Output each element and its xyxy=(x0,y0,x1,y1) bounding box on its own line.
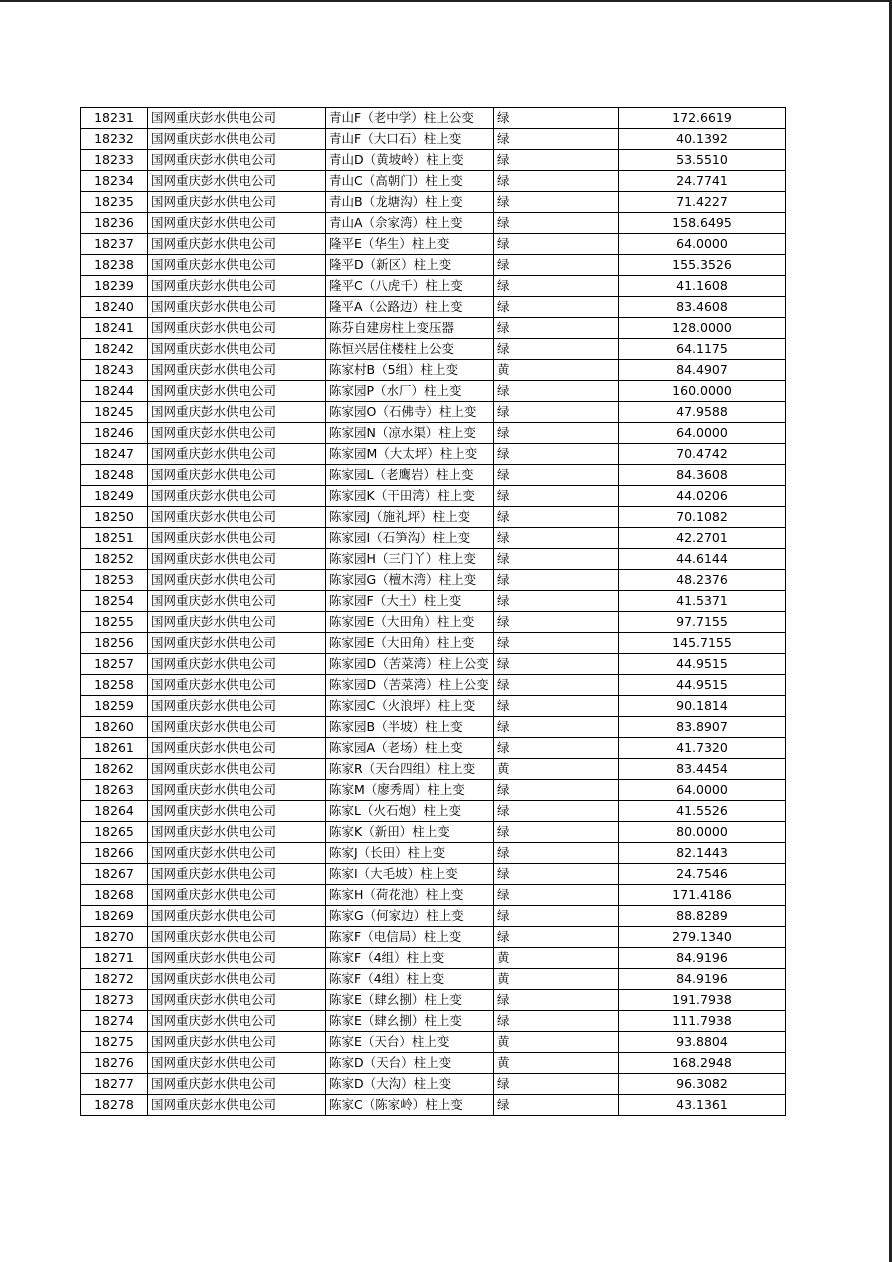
company-cell: 国网重庆彭水供电公司 xyxy=(148,927,326,948)
status-color-cell: 绿 xyxy=(494,171,619,192)
status-color-cell: 绿 xyxy=(494,255,619,276)
company-cell: 国网重庆彭水供电公司 xyxy=(148,192,326,213)
company-cell: 国网重庆彭水供电公司 xyxy=(148,150,326,171)
company-cell: 国网重庆彭水供电公司 xyxy=(148,171,326,192)
value-cell: 64.1175 xyxy=(619,339,786,360)
status-color-cell: 绿 xyxy=(494,339,619,360)
company-cell: 国网重庆彭水供电公司 xyxy=(148,1032,326,1053)
table-row xyxy=(81,213,786,234)
transformer-name-cell: 陈家I（大毛坡）柱上变 xyxy=(326,864,494,885)
company-cell: 国网重庆彭水供电公司 xyxy=(148,339,326,360)
table-row xyxy=(81,360,786,381)
row-id-cell: 18276 xyxy=(81,1053,148,1074)
status-color-cell: 绿 xyxy=(494,696,619,717)
transformer-name-cell: 陈家H（荷花池）柱上变 xyxy=(326,885,494,906)
value-cell: 80.0000 xyxy=(619,822,786,843)
transformer-name-cell: 陈家园I（石笋沟）柱上变 xyxy=(326,528,494,549)
table-row xyxy=(81,297,786,318)
row-id-cell: 18250 xyxy=(81,507,148,528)
transformer-name-cell: 陈家E（肆幺捌）柱上变 xyxy=(326,990,494,1011)
company-cell: 国网重庆彭水供电公司 xyxy=(148,675,326,696)
value-cell: 41.5526 xyxy=(619,801,786,822)
status-color-cell: 绿 xyxy=(494,633,619,654)
row-id-cell: 18261 xyxy=(81,738,148,759)
value-cell: 41.1608 xyxy=(619,276,786,297)
company-cell: 国网重庆彭水供电公司 xyxy=(148,381,326,402)
row-id-cell: 18278 xyxy=(81,1095,148,1116)
value-cell: 160.0000 xyxy=(619,381,786,402)
table-row xyxy=(81,591,786,612)
status-color-cell: 绿 xyxy=(494,801,619,822)
transformer-name-cell: 隆平C（八虎千）柱上变 xyxy=(326,276,494,297)
table-row xyxy=(81,738,786,759)
transformer-name-cell: 青山D（黄坡岭）柱上变 xyxy=(326,150,494,171)
row-id-cell: 18272 xyxy=(81,969,148,990)
table-body xyxy=(81,108,786,1116)
row-id-cell: 18242 xyxy=(81,339,148,360)
row-id-cell: 18252 xyxy=(81,549,148,570)
company-cell: 国网重庆彭水供电公司 xyxy=(148,423,326,444)
row-id-cell: 18255 xyxy=(81,612,148,633)
value-cell: 82.1443 xyxy=(619,843,786,864)
status-color-cell: 黄 xyxy=(494,948,619,969)
table-row xyxy=(81,570,786,591)
row-id-cell: 18241 xyxy=(81,318,148,339)
status-color-cell: 绿 xyxy=(494,318,619,339)
value-cell: 96.3082 xyxy=(619,1074,786,1095)
company-cell: 国网重庆彭水供电公司 xyxy=(148,822,326,843)
company-cell: 国网重庆彭水供电公司 xyxy=(148,549,326,570)
table-row xyxy=(81,423,786,444)
company-cell: 国网重庆彭水供电公司 xyxy=(148,1074,326,1095)
row-id-cell: 18240 xyxy=(81,297,148,318)
value-cell: 88.8289 xyxy=(619,906,786,927)
row-id-cell: 18254 xyxy=(81,591,148,612)
value-cell: 83.4608 xyxy=(619,297,786,318)
transformer-name-cell: 陈家M（廖秀周）柱上变 xyxy=(326,780,494,801)
table-row xyxy=(81,633,786,654)
transformer-name-cell: 陈家园G（檀木湾）柱上变 xyxy=(326,570,494,591)
status-color-cell: 绿 xyxy=(494,528,619,549)
status-color-cell: 绿 xyxy=(494,822,619,843)
row-id-cell: 18266 xyxy=(81,843,148,864)
status-color-cell: 绿 xyxy=(494,108,619,129)
value-cell: 90.1814 xyxy=(619,696,786,717)
transformer-name-cell: 陈家E（天台）柱上变 xyxy=(326,1032,494,1053)
status-color-cell: 绿 xyxy=(494,234,619,255)
company-cell: 国网重庆彭水供电公司 xyxy=(148,948,326,969)
table-row xyxy=(81,276,786,297)
company-cell: 国网重庆彭水供电公司 xyxy=(148,780,326,801)
company-cell: 国网重庆彭水供电公司 xyxy=(148,213,326,234)
table-row xyxy=(81,381,786,402)
company-cell: 国网重庆彭水供电公司 xyxy=(148,801,326,822)
table-row xyxy=(81,465,786,486)
transformer-name-cell: 陈家园O（石佛寺）柱上变 xyxy=(326,402,494,423)
table-row xyxy=(81,822,786,843)
status-color-cell: 绿 xyxy=(494,738,619,759)
value-cell: 172.6619 xyxy=(619,108,786,129)
row-id-cell: 18256 xyxy=(81,633,148,654)
table-row xyxy=(81,1053,786,1074)
status-color-cell: 绿 xyxy=(494,990,619,1011)
row-id-cell: 18231 xyxy=(81,108,148,129)
table-row xyxy=(81,129,786,150)
status-color-cell: 绿 xyxy=(494,213,619,234)
row-id-cell: 18238 xyxy=(81,255,148,276)
value-cell: 41.5371 xyxy=(619,591,786,612)
status-color-cell: 绿 xyxy=(494,927,619,948)
value-cell: 42.2701 xyxy=(619,528,786,549)
table-row xyxy=(81,969,786,990)
status-color-cell: 黄 xyxy=(494,1032,619,1053)
table-row xyxy=(81,339,786,360)
value-cell: 93.8804 xyxy=(619,1032,786,1053)
company-cell: 国网重庆彭水供电公司 xyxy=(148,507,326,528)
transformer-name-cell: 陈芬自建房柱上变压器 xyxy=(326,318,494,339)
value-cell: 44.0206 xyxy=(619,486,786,507)
transformer-name-cell: 陈家R（天台四组）柱上变 xyxy=(326,759,494,780)
table-row xyxy=(81,990,786,1011)
status-color-cell: 绿 xyxy=(494,465,619,486)
status-color-cell: 黄 xyxy=(494,1053,619,1074)
transformer-name-cell: 陈家园D（苦菜湾）柱上公变 xyxy=(326,675,494,696)
status-color-cell: 黄 xyxy=(494,969,619,990)
transformer-name-cell: 陈恒兴居住楼柱上公变 xyxy=(326,339,494,360)
row-id-cell: 18260 xyxy=(81,717,148,738)
table-row xyxy=(81,171,786,192)
status-color-cell: 绿 xyxy=(494,423,619,444)
company-cell: 国网重庆彭水供电公司 xyxy=(148,759,326,780)
company-cell: 国网重庆彭水供电公司 xyxy=(148,633,326,654)
table-row xyxy=(81,1095,786,1116)
transformer-name-cell: 陈家园E（大田角）柱上变 xyxy=(326,633,494,654)
company-cell: 国网重庆彭水供电公司 xyxy=(148,864,326,885)
row-id-cell: 18247 xyxy=(81,444,148,465)
row-id-cell: 18265 xyxy=(81,822,148,843)
company-cell: 国网重庆彭水供电公司 xyxy=(148,318,326,339)
company-cell: 国网重庆彭水供电公司 xyxy=(148,906,326,927)
transformer-name-cell: 陈家园N（凉水渠）柱上变 xyxy=(326,423,494,444)
status-color-cell: 绿 xyxy=(494,591,619,612)
row-id-cell: 18271 xyxy=(81,948,148,969)
company-cell: 国网重庆彭水供电公司 xyxy=(148,654,326,675)
row-id-cell: 18274 xyxy=(81,1011,148,1032)
transformer-name-cell: 陈家F（电信局）柱上变 xyxy=(326,927,494,948)
value-cell: 44.9515 xyxy=(619,675,786,696)
row-id-cell: 18269 xyxy=(81,906,148,927)
company-cell: 国网重庆彭水供电公司 xyxy=(148,885,326,906)
value-cell: 97.7155 xyxy=(619,612,786,633)
table-row xyxy=(81,927,786,948)
company-cell: 国网重庆彭水供电公司 xyxy=(148,1053,326,1074)
company-cell: 国网重庆彭水供电公司 xyxy=(148,297,326,318)
company-cell: 国网重庆彭水供电公司 xyxy=(148,612,326,633)
transformer-name-cell: 陈家村B（5组）柱上变 xyxy=(326,360,494,381)
row-id-cell: 18248 xyxy=(81,465,148,486)
transformer-name-cell: 青山F（大口石）柱上变 xyxy=(326,129,494,150)
value-cell: 44.6144 xyxy=(619,549,786,570)
table-row xyxy=(81,255,786,276)
row-id-cell: 18263 xyxy=(81,780,148,801)
transformer-name-cell: 陈家园M（大太坪）柱上变 xyxy=(326,444,494,465)
row-id-cell: 18259 xyxy=(81,696,148,717)
status-color-cell: 绿 xyxy=(494,150,619,171)
transformer-name-cell: 隆平D（新区）柱上变 xyxy=(326,255,494,276)
table-row xyxy=(81,717,786,738)
table-row xyxy=(81,1032,786,1053)
value-cell: 24.7546 xyxy=(619,864,786,885)
status-color-cell: 绿 xyxy=(494,297,619,318)
transformer-name-cell: 陈家F（4组）柱上变 xyxy=(326,969,494,990)
row-id-cell: 18273 xyxy=(81,990,148,1011)
row-id-cell: 18244 xyxy=(81,381,148,402)
transformer-name-cell: 陈家E（肆幺捌）柱上变 xyxy=(326,1011,494,1032)
transformer-name-cell: 陈家G（何家边）柱上变 xyxy=(326,906,494,927)
transformer-name-cell: 陈家J（长田）柱上变 xyxy=(326,843,494,864)
value-cell: 40.1392 xyxy=(619,129,786,150)
table-row xyxy=(81,234,786,255)
transformer-name-cell: 陈家园H（三门丫）柱上变 xyxy=(326,549,494,570)
value-cell: 47.9588 xyxy=(619,402,786,423)
table-row xyxy=(81,780,786,801)
company-cell: 国网重庆彭水供电公司 xyxy=(148,696,326,717)
row-id-cell: 18233 xyxy=(81,150,148,171)
row-id-cell: 18262 xyxy=(81,759,148,780)
company-cell: 国网重庆彭水供电公司 xyxy=(148,717,326,738)
value-cell: 43.1361 xyxy=(619,1095,786,1116)
company-cell: 国网重庆彭水供电公司 xyxy=(148,969,326,990)
status-color-cell: 绿 xyxy=(494,885,619,906)
status-color-cell: 绿 xyxy=(494,1095,619,1116)
value-cell: 41.7320 xyxy=(619,738,786,759)
value-cell: 84.9196 xyxy=(619,969,786,990)
transformer-name-cell: 陈家园A（老场）柱上变 xyxy=(326,738,494,759)
row-id-cell: 18251 xyxy=(81,528,148,549)
row-id-cell: 18275 xyxy=(81,1032,148,1053)
table-row xyxy=(81,486,786,507)
table-row xyxy=(81,948,786,969)
row-id-cell: 18243 xyxy=(81,360,148,381)
company-cell: 国网重庆彭水供电公司 xyxy=(148,276,326,297)
value-cell: 83.4454 xyxy=(619,759,786,780)
transformer-name-cell: 陈家园B（半坡）柱上变 xyxy=(326,717,494,738)
status-color-cell: 绿 xyxy=(494,864,619,885)
status-color-cell: 绿 xyxy=(494,570,619,591)
value-cell: 64.0000 xyxy=(619,234,786,255)
value-cell: 84.3608 xyxy=(619,465,786,486)
transformer-name-cell: 隆平A（公路边）柱上变 xyxy=(326,297,494,318)
transformer-name-cell: 陈家园P（水厂）柱上变 xyxy=(326,381,494,402)
row-id-cell: 18268 xyxy=(81,885,148,906)
value-cell: 84.4907 xyxy=(619,360,786,381)
transformer-table xyxy=(80,107,786,1116)
value-cell: 44.9515 xyxy=(619,654,786,675)
row-id-cell: 18245 xyxy=(81,402,148,423)
table-row xyxy=(81,759,786,780)
table-row xyxy=(81,885,786,906)
status-color-cell: 绿 xyxy=(494,780,619,801)
value-cell: 64.0000 xyxy=(619,423,786,444)
company-cell: 国网重庆彭水供电公司 xyxy=(148,402,326,423)
value-cell: 24.7741 xyxy=(619,171,786,192)
company-cell: 国网重庆彭水供电公司 xyxy=(148,990,326,1011)
value-cell: 53.5510 xyxy=(619,150,786,171)
company-cell: 国网重庆彭水供电公司 xyxy=(148,843,326,864)
company-cell: 国网重庆彭水供电公司 xyxy=(148,465,326,486)
company-cell: 国网重庆彭水供电公司 xyxy=(148,444,326,465)
row-id-cell: 18264 xyxy=(81,801,148,822)
company-cell: 国网重庆彭水供电公司 xyxy=(148,528,326,549)
transformer-name-cell: 陈家F（4组）柱上变 xyxy=(326,948,494,969)
table-row xyxy=(81,801,786,822)
company-cell: 国网重庆彭水供电公司 xyxy=(148,360,326,381)
status-color-cell: 绿 xyxy=(494,507,619,528)
value-cell: 279.1340 xyxy=(619,927,786,948)
transformer-name-cell: 青山B（龙塘沟）柱上变 xyxy=(326,192,494,213)
value-cell: 191.7938 xyxy=(619,990,786,1011)
value-cell: 155.3526 xyxy=(619,255,786,276)
table-row xyxy=(81,549,786,570)
row-id-cell: 18249 xyxy=(81,486,148,507)
status-color-cell: 绿 xyxy=(494,129,619,150)
company-cell: 国网重庆彭水供电公司 xyxy=(148,129,326,150)
company-cell: 国网重庆彭水供电公司 xyxy=(148,738,326,759)
company-cell: 国网重庆彭水供电公司 xyxy=(148,108,326,129)
transformer-name-cell: 陈家园E（大田角）柱上变 xyxy=(326,612,494,633)
table-row xyxy=(81,1074,786,1095)
value-cell: 128.0000 xyxy=(619,318,786,339)
company-cell: 国网重庆彭水供电公司 xyxy=(148,591,326,612)
transformer-name-cell: 陈家L（火石炮）柱上变 xyxy=(326,801,494,822)
status-color-cell: 绿 xyxy=(494,1011,619,1032)
status-color-cell: 绿 xyxy=(494,402,619,423)
status-color-cell: 绿 xyxy=(494,717,619,738)
table-row xyxy=(81,528,786,549)
company-cell: 国网重庆彭水供电公司 xyxy=(148,570,326,591)
row-id-cell: 18257 xyxy=(81,654,148,675)
row-id-cell: 18232 xyxy=(81,129,148,150)
company-cell: 国网重庆彭水供电公司 xyxy=(148,234,326,255)
row-id-cell: 18237 xyxy=(81,234,148,255)
table-row xyxy=(81,507,786,528)
transformer-name-cell: 陈家K（新田）柱上变 xyxy=(326,822,494,843)
row-id-cell: 18239 xyxy=(81,276,148,297)
status-color-cell: 绿 xyxy=(494,612,619,633)
value-cell: 168.2948 xyxy=(619,1053,786,1074)
table-row xyxy=(81,150,786,171)
row-id-cell: 18277 xyxy=(81,1074,148,1095)
transformer-name-cell: 陈家园K（干田湾）柱上变 xyxy=(326,486,494,507)
value-cell: 70.4742 xyxy=(619,444,786,465)
status-color-cell: 黄 xyxy=(494,360,619,381)
row-id-cell: 18253 xyxy=(81,570,148,591)
value-cell: 71.4227 xyxy=(619,192,786,213)
value-cell: 83.8907 xyxy=(619,717,786,738)
status-color-cell: 绿 xyxy=(494,654,619,675)
status-color-cell: 绿 xyxy=(494,549,619,570)
value-cell: 171.4186 xyxy=(619,885,786,906)
status-color-cell: 绿 xyxy=(494,843,619,864)
transformer-name-cell: 陈家园L（老鹰岩）柱上变 xyxy=(326,465,494,486)
transformer-name-cell: 陈家C（陈家岭）柱上变 xyxy=(326,1095,494,1116)
transformer-name-cell: 陈家园C（火浪坪）柱上变 xyxy=(326,696,494,717)
company-cell: 国网重庆彭水供电公司 xyxy=(148,1011,326,1032)
transformer-name-cell: 青山C（高朝门）柱上变 xyxy=(326,171,494,192)
row-id-cell: 18267 xyxy=(81,864,148,885)
row-id-cell: 18234 xyxy=(81,171,148,192)
table-row xyxy=(81,654,786,675)
transformer-name-cell: 陈家园J（施礼坪）柱上变 xyxy=(326,507,494,528)
transformer-name-cell: 青山F（老中学）柱上公变 xyxy=(326,108,494,129)
value-cell: 48.2376 xyxy=(619,570,786,591)
status-color-cell: 绿 xyxy=(494,906,619,927)
row-id-cell: 18235 xyxy=(81,192,148,213)
status-color-cell: 绿 xyxy=(494,486,619,507)
value-cell: 158.6495 xyxy=(619,213,786,234)
status-color-cell: 黄 xyxy=(494,759,619,780)
transformer-name-cell: 陈家D（天台）柱上变 xyxy=(326,1053,494,1074)
table-row xyxy=(81,906,786,927)
value-cell: 84.9196 xyxy=(619,948,786,969)
status-color-cell: 绿 xyxy=(494,675,619,696)
table-row xyxy=(81,864,786,885)
table-row xyxy=(81,675,786,696)
value-cell: 111.7938 xyxy=(619,1011,786,1032)
value-cell: 64.0000 xyxy=(619,780,786,801)
table-row xyxy=(81,192,786,213)
transformer-name-cell: 陈家D（大沟）柱上变 xyxy=(326,1074,494,1095)
table-row xyxy=(81,1011,786,1032)
transformer-name-cell: 陈家园D（苦菜湾）柱上公变 xyxy=(326,654,494,675)
company-cell: 国网重庆彭水供电公司 xyxy=(148,1095,326,1116)
row-id-cell: 18270 xyxy=(81,927,148,948)
row-id-cell: 18246 xyxy=(81,423,148,444)
page-top-border xyxy=(0,0,892,2)
table-row xyxy=(81,108,786,129)
transformer-name-cell: 青山A（佘家湾）柱上变 xyxy=(326,213,494,234)
row-id-cell: 18236 xyxy=(81,213,148,234)
status-color-cell: 绿 xyxy=(494,276,619,297)
table-row xyxy=(81,444,786,465)
status-color-cell: 绿 xyxy=(494,192,619,213)
company-cell: 国网重庆彭水供电公司 xyxy=(148,255,326,276)
table-row xyxy=(81,696,786,717)
table-row xyxy=(81,612,786,633)
status-color-cell: 绿 xyxy=(494,1074,619,1095)
transformer-name-cell: 隆平E（华生）柱上变 xyxy=(326,234,494,255)
table-row xyxy=(81,843,786,864)
table-row xyxy=(81,318,786,339)
status-color-cell: 绿 xyxy=(494,381,619,402)
value-cell: 145.7155 xyxy=(619,633,786,654)
status-color-cell: 绿 xyxy=(494,444,619,465)
transformer-name-cell: 陈家园F（大土）柱上变 xyxy=(326,591,494,612)
value-cell: 70.1082 xyxy=(619,507,786,528)
table-row xyxy=(81,402,786,423)
row-id-cell: 18258 xyxy=(81,675,148,696)
company-cell: 国网重庆彭水供电公司 xyxy=(148,486,326,507)
